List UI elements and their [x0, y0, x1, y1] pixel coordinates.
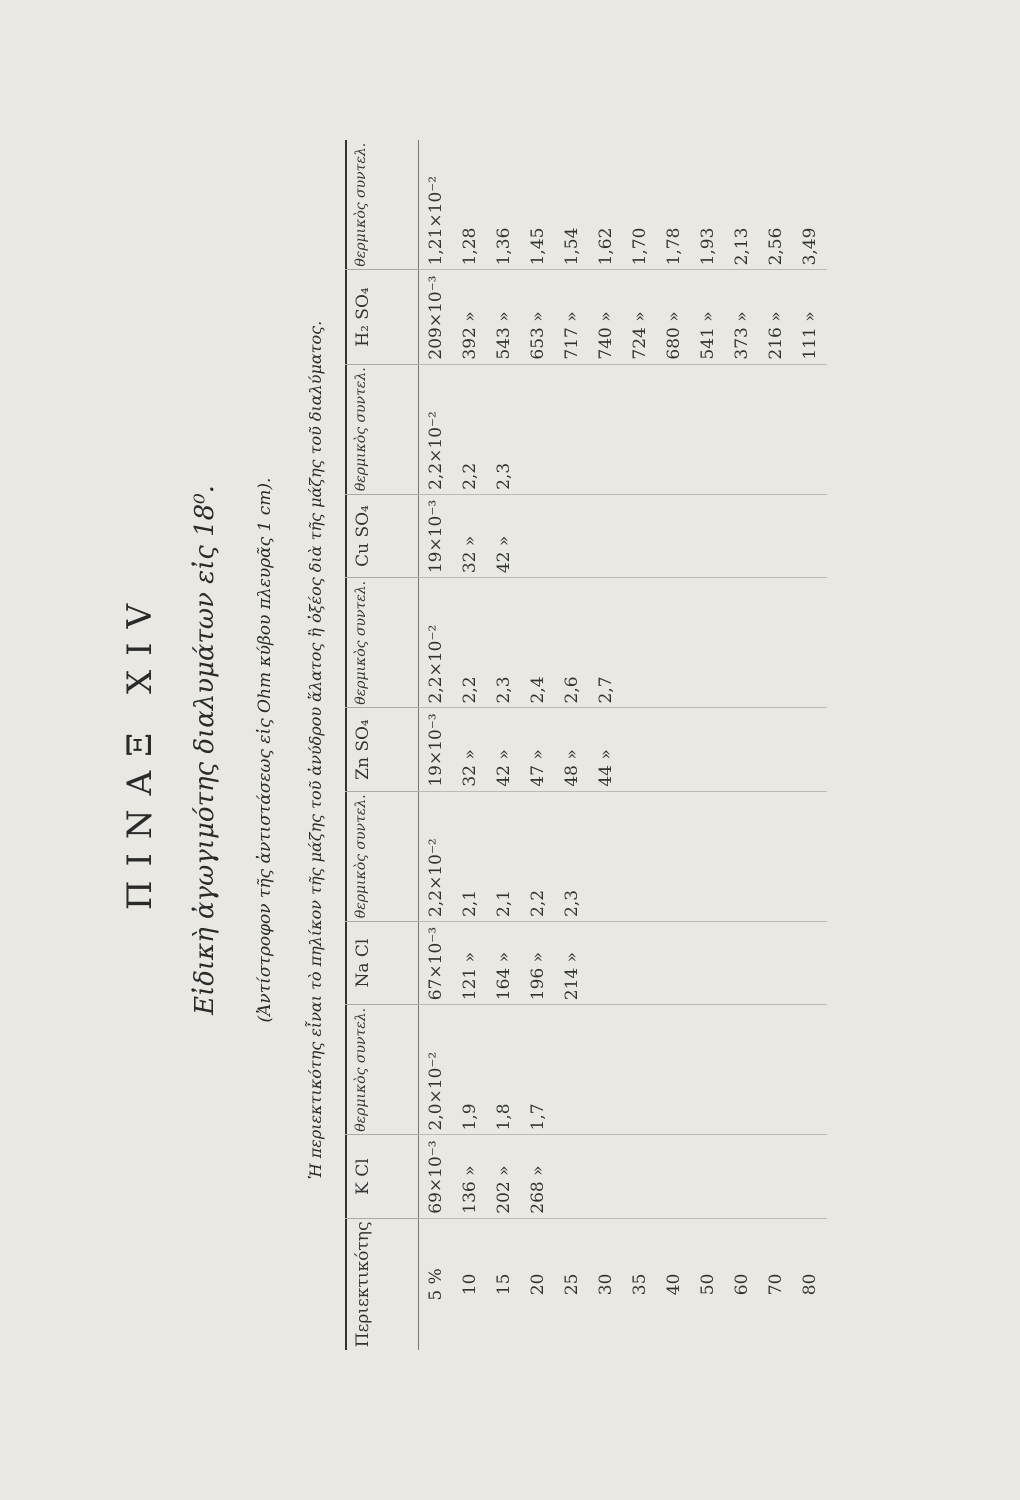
value-cell	[589, 494, 623, 577]
value-cell	[759, 708, 793, 791]
value-cell	[691, 364, 725, 494]
value-cell	[725, 494, 759, 577]
value-cell	[589, 791, 623, 921]
column-header: K Cl	[345, 1135, 419, 1218]
value-cell	[691, 1135, 725, 1218]
value-cell: 2,3	[555, 791, 589, 921]
value-cell	[623, 494, 657, 577]
value-cell: 19×10⁻³	[419, 494, 454, 577]
table-row	[555, 140, 589, 1350]
concentration-note: Ἡ περιεκτικότης εἶναι τὸ πηλίκον τῆς μάζης τοῦ ἀνύδρου ἅλατος ἢ ὀξέος διὰ τῆς μάζης τοῦ διαλύματος.	[306, 320, 325, 1180]
value-cell	[759, 1005, 793, 1135]
value-cell	[623, 791, 657, 921]
value-cell: 19×10⁻³	[419, 708, 454, 791]
value-cell	[793, 1135, 827, 1218]
concentration-cell: 70	[766, 1273, 786, 1296]
value-cell: 3,49	[793, 140, 827, 270]
value-cell	[759, 791, 793, 921]
value-cell: 44 »	[589, 708, 623, 791]
value-cell	[589, 1005, 623, 1135]
value-cell	[793, 494, 827, 577]
value-cell	[555, 1005, 589, 1135]
value-cell	[589, 364, 623, 494]
value-cell	[657, 364, 691, 494]
value-cell	[793, 1005, 827, 1135]
value-cell: 740 »	[589, 270, 623, 364]
table-row	[759, 140, 793, 1350]
value-cell	[691, 1005, 725, 1135]
value-cell: 1,7	[521, 1005, 555, 1135]
value-cell	[657, 791, 691, 921]
value-cell	[657, 708, 691, 791]
value-cell	[793, 791, 827, 921]
value-cell: 2,7	[589, 578, 623, 708]
value-cell	[725, 921, 759, 1004]
value-cell: 2,2×10⁻²	[419, 578, 454, 708]
value-cell: 2,1	[487, 791, 521, 921]
value-cell: 1,28	[453, 140, 487, 270]
value-cell	[521, 494, 555, 577]
value-cell: 1,9	[453, 1005, 487, 1135]
table-row	[453, 140, 487, 1350]
concentration-cell: 40	[664, 1273, 684, 1296]
value-cell	[691, 791, 725, 921]
value-cell: 1,54	[555, 140, 589, 270]
column-header: θερμικὸς συντελ.	[345, 364, 419, 494]
column-header: Cu SO₄	[345, 494, 419, 577]
value-cell	[623, 921, 657, 1004]
value-cell	[657, 1135, 691, 1218]
value-cell: 2,0×10⁻²	[419, 1005, 454, 1135]
value-cell: 1,62	[589, 140, 623, 270]
value-cell: 32 »	[453, 708, 487, 791]
value-cell	[589, 921, 623, 1004]
value-cell: 111 »	[793, 270, 827, 364]
value-cell	[759, 494, 793, 577]
value-cell	[589, 1135, 623, 1218]
column-header: Na Cl	[345, 921, 419, 1004]
value-cell: 268 »	[521, 1135, 555, 1218]
concentration-cell: 5 %	[426, 1268, 446, 1301]
value-cell	[759, 1135, 793, 1218]
concentration-cell: 15	[494, 1273, 514, 1296]
value-cell	[793, 921, 827, 1004]
value-cell: 67×10⁻³	[419, 921, 454, 1004]
value-cell: 1,8	[487, 1005, 521, 1135]
concentration-cell: 80	[800, 1273, 820, 1296]
value-cell	[657, 494, 691, 577]
table-row	[589, 140, 623, 1350]
value-cell	[555, 494, 589, 577]
value-cell	[623, 1135, 657, 1218]
table-row	[725, 140, 759, 1350]
resistance-note: (Ἀντίστροφον τῆς ἀντιστάσεως εἰς Ohm κύβου πλευρᾶς 1 cm).	[255, 477, 275, 1023]
value-cell: 541 »	[691, 270, 725, 364]
value-cell	[691, 921, 725, 1004]
value-cell: 2,4	[521, 578, 555, 708]
value-cell: 2,3	[487, 364, 521, 494]
concentration-cell: 30	[596, 1273, 616, 1296]
value-cell: 680 »	[657, 270, 691, 364]
value-cell: 2,6	[555, 578, 589, 708]
column-header: θερμικὸς συντελ.	[345, 1005, 419, 1135]
value-cell	[657, 921, 691, 1004]
value-cell	[657, 1005, 691, 1135]
value-cell	[725, 708, 759, 791]
value-cell: 543 »	[487, 270, 521, 364]
value-cell: 196 »	[521, 921, 555, 1004]
table-row	[793, 140, 827, 1350]
value-cell	[623, 1005, 657, 1135]
value-cell: 209×10⁻³	[419, 270, 454, 364]
value-cell: 42 »	[487, 494, 521, 577]
column-header: Περιεκτικότης	[353, 1221, 373, 1348]
value-cell: 2,2	[521, 791, 555, 921]
value-cell: 2,56	[759, 140, 793, 270]
value-cell: 1,78	[657, 140, 691, 270]
value-cell: 121 »	[453, 921, 487, 1004]
value-cell	[725, 791, 759, 921]
value-cell: 1,70	[623, 140, 657, 270]
value-cell	[725, 1005, 759, 1135]
column-header: θερμικὸς συντελ.	[345, 578, 419, 708]
conductivity-table	[345, 140, 827, 1350]
value-cell: 1,36	[487, 140, 521, 270]
value-cell	[623, 578, 657, 708]
value-cell: 2,3	[487, 578, 521, 708]
value-cell: 42 »	[487, 708, 521, 791]
table-row	[419, 140, 454, 1350]
value-cell	[555, 1135, 589, 1218]
table-subtitle: Εἰδικὴ ἀγωγιμότης διαλυμάτων εἰς 18⁰.	[190, 485, 220, 1015]
value-cell	[725, 1135, 759, 1218]
value-cell	[793, 364, 827, 494]
header-row	[345, 140, 419, 1350]
value-cell: 717 »	[555, 270, 589, 364]
value-cell: 47 »	[521, 708, 555, 791]
concentration-cell: 35	[630, 1273, 650, 1296]
column-header: θερμικὸς συντελ.	[345, 791, 419, 921]
value-cell	[691, 494, 725, 577]
value-cell: 724 »	[623, 270, 657, 364]
value-cell: 2,2×10⁻²	[419, 791, 454, 921]
value-cell: 1,45	[521, 140, 555, 270]
value-cell: 1,93	[691, 140, 725, 270]
value-cell: 32 »	[453, 494, 487, 577]
value-cell: 373 »	[725, 270, 759, 364]
concentration-cell: 10	[460, 1273, 480, 1296]
value-cell: 2,13	[725, 140, 759, 270]
value-cell	[691, 708, 725, 791]
table-row	[521, 140, 555, 1350]
value-cell	[691, 578, 725, 708]
value-cell	[759, 364, 793, 494]
concentration-cell: 25	[562, 1273, 582, 1296]
value-cell: 136 »	[453, 1135, 487, 1218]
value-cell	[623, 364, 657, 494]
table-row	[657, 140, 691, 1350]
value-cell	[657, 578, 691, 708]
concentration-cell: 20	[528, 1273, 548, 1296]
value-cell: 202 »	[487, 1135, 521, 1218]
column-header: θερμικὸς συντελ.	[345, 140, 419, 270]
value-cell: 214 »	[555, 921, 589, 1004]
value-cell: 69×10⁻³	[419, 1135, 454, 1218]
table-title: ΠΙΝΑΞ XIV	[120, 589, 160, 911]
value-cell: 653 »	[521, 270, 555, 364]
value-cell: 48 »	[555, 708, 589, 791]
value-cell: 2,2	[453, 364, 487, 494]
table-row	[691, 140, 725, 1350]
concentration-cell: 50	[698, 1273, 718, 1296]
table-body	[419, 140, 828, 1350]
column-header: Zn SO₄	[345, 708, 419, 791]
value-cell: 392 »	[453, 270, 487, 364]
value-cell	[521, 364, 555, 494]
value-cell	[759, 921, 793, 1004]
value-cell: 2,1	[453, 791, 487, 921]
value-cell: 164 »	[487, 921, 521, 1004]
value-cell	[555, 364, 589, 494]
table-row	[623, 140, 657, 1350]
value-cell	[623, 708, 657, 791]
value-cell	[759, 578, 793, 708]
value-cell	[793, 578, 827, 708]
value-cell	[725, 364, 759, 494]
value-cell: 216 »	[759, 270, 793, 364]
table-row	[487, 140, 521, 1350]
value-cell	[725, 578, 759, 708]
value-cell	[793, 708, 827, 791]
value-cell: 2,2×10⁻²	[419, 364, 454, 494]
column-header: H₂ SO₄	[345, 270, 419, 364]
value-cell: 2,2	[453, 578, 487, 708]
value-cell: 1,21×10⁻²	[419, 140, 454, 270]
concentration-cell: 60	[732, 1273, 752, 1296]
